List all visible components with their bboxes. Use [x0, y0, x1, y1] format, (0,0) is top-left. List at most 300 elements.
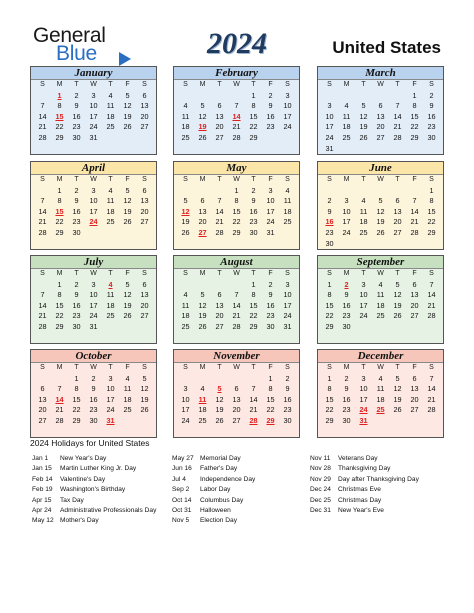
calendar-day: 18	[106, 206, 115, 216]
calendar-day: 28	[38, 321, 47, 331]
holiday-date: Oct 14	[172, 496, 192, 504]
calendar-day: 13	[215, 111, 224, 121]
weekday-label: F	[412, 364, 417, 371]
calendar-day: 4	[361, 196, 366, 206]
holiday-row	[172, 506, 255, 516]
calendar-day: 15	[427, 206, 436, 216]
calendar-day: 6	[217, 101, 222, 111]
calendar-day: 11	[123, 384, 132, 394]
holiday-day: 24	[89, 217, 98, 227]
calendar-day: 23	[249, 217, 258, 227]
empty-day	[211, 91, 228, 102]
calendar-day: 9	[285, 384, 290, 394]
empty-day	[194, 91, 211, 102]
holiday-row	[172, 475, 255, 485]
calendar-day: 17	[283, 300, 292, 310]
calendar-day: 28	[232, 132, 241, 142]
logo-text-blue: Blue	[56, 42, 97, 65]
empty-day	[34, 374, 51, 385]
calendar-day: 10	[359, 290, 368, 300]
month-days-grid	[318, 175, 443, 249]
holiday-name: Election Day	[200, 517, 238, 525]
weekday-label: W	[90, 81, 97, 88]
holiday-name: Labor Day	[200, 486, 231, 494]
calendar-day: 8	[251, 290, 256, 300]
empty-day	[34, 186, 51, 197]
logo-text-general: General	[33, 24, 106, 47]
weekday-label: S	[429, 270, 434, 277]
empty-day	[211, 186, 228, 197]
holiday-date: Jan 15	[32, 465, 52, 473]
weekday-label: F	[412, 270, 417, 277]
calendar-day: 22	[72, 405, 81, 415]
calendar-day: 24	[181, 415, 190, 425]
calendar-day: 9	[429, 101, 434, 111]
holidays-title: 2024 Holidays for United States	[30, 438, 150, 448]
calendar-day: 2	[74, 279, 79, 289]
month-title: October	[31, 350, 156, 363]
weekday-label: M	[343, 176, 350, 183]
month-days-grid	[31, 80, 156, 144]
calendar-day: 4	[108, 90, 113, 100]
empty-day	[34, 91, 51, 102]
calendar-day: 23	[325, 227, 334, 237]
calendar-day: 16	[72, 111, 81, 121]
calendar-day: 19	[215, 405, 224, 415]
calendar-day: 30	[427, 132, 436, 142]
empty-day	[177, 280, 194, 291]
calendar-day: 6	[40, 384, 45, 394]
calendar-day: 11	[342, 111, 351, 121]
calendar-day: 7	[429, 279, 434, 289]
holiday-day: 4	[108, 279, 113, 289]
calendar-day: 31	[89, 321, 98, 331]
holiday-day: 16	[325, 217, 334, 227]
calendar-day: 4	[200, 384, 205, 394]
calendar-day: 30	[342, 415, 351, 425]
calendar-day: 5	[125, 185, 130, 195]
calendar-day: 30	[325, 238, 334, 248]
calendar-day: 29	[249, 321, 258, 331]
calendar-day: 15	[232, 206, 241, 216]
empty-day	[177, 186, 194, 197]
calendar-day: 16	[427, 111, 436, 121]
calendar-day: 25	[198, 415, 207, 425]
calendar-day: 6	[142, 185, 147, 195]
calendar-day: 14	[249, 394, 258, 404]
weekday-label: F	[412, 176, 417, 183]
calendar-day: 18	[181, 311, 190, 321]
holiday-date: Apr 24	[32, 506, 52, 514]
calendar-day: 12	[140, 384, 149, 394]
calendar-day: 19	[393, 300, 402, 310]
weekday-label: T	[395, 176, 400, 183]
holiday-column	[310, 454, 419, 516]
weekday-label: T	[361, 270, 366, 277]
calendar-day: 3	[361, 279, 366, 289]
calendar-day: 19	[198, 311, 207, 321]
calendar-day: 10	[283, 101, 292, 111]
calendar-day: 5	[125, 279, 130, 289]
holiday-day: 15	[55, 111, 64, 121]
holiday-date: May 12	[32, 517, 54, 525]
calendar-day: 28	[38, 132, 47, 142]
weekday-label: F	[125, 176, 130, 183]
calendar-day: 10	[283, 290, 292, 300]
calendar-day: 26	[181, 227, 190, 237]
calendar-day: 3	[108, 373, 113, 383]
month-days-grid	[318, 363, 443, 427]
empty-day	[321, 91, 338, 102]
calendar-day: 22	[55, 217, 64, 227]
holiday-row	[172, 464, 255, 474]
weekday-label: M	[199, 81, 206, 88]
holiday-name: Christmas Day	[338, 496, 382, 504]
holiday-date: Jan 1	[32, 455, 49, 462]
holiday-row	[310, 485, 419, 495]
calendar-day: 7	[57, 384, 62, 394]
calendar-day: 13	[215, 300, 224, 310]
calendar-day: 21	[232, 311, 241, 321]
calendar-day: 27	[376, 132, 385, 142]
calendar-day: 2	[268, 279, 273, 289]
calendar-day: 16	[249, 206, 258, 216]
calendar-day: 23	[72, 217, 81, 227]
calendar-day: 6	[142, 279, 147, 289]
calendar-day: 6	[412, 373, 417, 383]
calendar-day: 18	[376, 394, 385, 404]
calendar-day: 18	[283, 206, 292, 216]
calendar-day: 12	[123, 196, 132, 206]
weekday-label: M	[199, 364, 206, 371]
calendar-day: 11	[106, 290, 115, 300]
calendar-day: 1	[74, 373, 79, 383]
calendar-day: 19	[140, 394, 149, 404]
weekday-label: W	[90, 270, 97, 277]
month-june	[317, 161, 444, 250]
month-march	[317, 66, 444, 155]
calendar-day: 20	[232, 405, 241, 415]
calendar-day: 26	[393, 405, 402, 415]
calendar-day: 15	[325, 300, 334, 310]
calendar-day: 24	[89, 311, 98, 321]
weekday-label: S	[40, 364, 45, 371]
calendar-day: 9	[74, 290, 79, 300]
calendar-day: 3	[91, 90, 96, 100]
calendar-day: 9	[268, 290, 273, 300]
calendar-day: 26	[140, 405, 149, 415]
calendar-day: 3	[344, 196, 349, 206]
calendar-day: 2	[251, 185, 256, 195]
calendar-day: 28	[393, 132, 402, 142]
calendar-day: 25	[106, 311, 115, 321]
calendar-day: 11	[376, 290, 385, 300]
weekday-label: S	[429, 176, 434, 183]
calendar-day: 20	[393, 217, 402, 227]
calendar-day: 8	[234, 196, 239, 206]
calendar-day: 17	[106, 394, 115, 404]
calendar-day: 4	[344, 101, 349, 111]
holiday-day: 28	[249, 415, 258, 425]
calendar-day: 23	[72, 122, 81, 132]
calendar-day: 13	[38, 394, 47, 404]
calendar-day: 14	[427, 384, 436, 394]
empty-day	[228, 91, 245, 102]
calendar-day: 24	[283, 311, 292, 321]
calendar-day: 14	[232, 300, 241, 310]
calendar-day: 16	[72, 206, 81, 216]
weekday-label: M	[56, 270, 63, 277]
calendar-day: 29	[55, 132, 64, 142]
calendar-day: 26	[359, 132, 368, 142]
calendar-day: 10	[181, 394, 190, 404]
calendar-day: 27	[410, 405, 419, 415]
weekday-label: S	[142, 364, 147, 371]
holiday-day: 25	[376, 405, 385, 415]
month-title: March	[318, 67, 443, 80]
calendar-day: 6	[234, 384, 239, 394]
calendar-day: 9	[344, 290, 349, 300]
empty-day	[177, 91, 194, 102]
calendar-day: 4	[183, 290, 188, 300]
calendar-day: 16	[283, 394, 292, 404]
calendar-day: 20	[376, 122, 385, 132]
calendar-day: 12	[359, 111, 368, 121]
calendar-day: 3	[285, 90, 290, 100]
holiday-row	[172, 496, 255, 506]
calendar-day: 26	[123, 217, 132, 227]
calendar-day: 12	[123, 101, 132, 111]
calendar-day: 7	[429, 373, 434, 383]
calendar-day: 12	[393, 384, 402, 394]
holiday-name: Independence Day	[200, 475, 256, 483]
weekday-label: W	[233, 270, 240, 277]
weekday-label: S	[327, 364, 332, 371]
weekday-label: T	[74, 364, 79, 371]
calendar-day: 5	[142, 373, 147, 383]
weekday-label: F	[412, 81, 417, 88]
calendar-day: 8	[429, 196, 434, 206]
calendar-day: 30	[283, 415, 292, 425]
weekday-label: M	[56, 176, 63, 183]
calendar-day: 21	[55, 405, 64, 415]
weekday-label: T	[361, 364, 366, 371]
calendar-day: 10	[342, 206, 351, 216]
month-days-grid	[318, 269, 443, 333]
calendar-day: 6	[395, 196, 400, 206]
weekday-label: T	[251, 176, 256, 183]
calendar-day: 8	[268, 384, 273, 394]
weekday-label: S	[183, 81, 188, 88]
weekday-label: F	[268, 176, 273, 183]
calendar-day: 25	[181, 321, 190, 331]
weekday-label: T	[395, 364, 400, 371]
holiday-day: 11	[198, 394, 207, 404]
weekday-label: W	[90, 364, 97, 371]
calendar-day: 3	[91, 279, 96, 289]
weekday-label: S	[142, 81, 147, 88]
calendar-day: 14	[215, 206, 224, 216]
empty-day	[245, 374, 262, 385]
calendar-day: 13	[232, 394, 241, 404]
weekday-label: S	[327, 81, 332, 88]
calendar-day: 17	[359, 394, 368, 404]
calendar-day: 27	[393, 227, 402, 237]
calendar-day: 21	[427, 300, 436, 310]
empty-day	[355, 186, 372, 197]
calendar-day: 1	[251, 279, 256, 289]
holiday-name: Mother's Day	[60, 517, 99, 525]
empty-day	[194, 374, 211, 385]
holiday-day: 5	[217, 384, 222, 394]
calendar-day: 2	[429, 90, 434, 100]
weekday-label: W	[233, 81, 240, 88]
calendar-day: 25	[376, 311, 385, 321]
weekday-label: W	[90, 176, 97, 183]
calendar-day: 15	[55, 300, 64, 310]
calendar-day: 27	[140, 217, 149, 227]
calendar-day: 20	[410, 394, 419, 404]
weekday-label: T	[108, 176, 113, 183]
calendar-day: 8	[327, 384, 332, 394]
calendar-day: 5	[395, 373, 400, 383]
empty-day	[321, 186, 338, 197]
empty-day	[338, 186, 355, 197]
calendar-day: 4	[125, 373, 130, 383]
holiday-column	[172, 454, 255, 527]
calendar-day: 5	[183, 196, 188, 206]
weekday-label: T	[217, 176, 222, 183]
calendar-day: 24	[342, 227, 351, 237]
calendar-day: 7	[40, 101, 45, 111]
calendar-day: 21	[38, 122, 47, 132]
calendar-day: 29	[427, 227, 436, 237]
calendar-day: 19	[376, 217, 385, 227]
calendar-day: 11	[106, 101, 115, 111]
month-title: January	[31, 67, 156, 80]
calendar-day: 29	[249, 132, 258, 142]
holiday-day: 31	[106, 415, 115, 425]
empty-day	[389, 91, 406, 102]
holiday-name: New Year's Eve	[338, 506, 384, 514]
calendar-day: 12	[393, 290, 402, 300]
calendar-day: 30	[72, 132, 81, 142]
calendar-day: 7	[395, 101, 400, 111]
calendar-day: 25	[123, 405, 132, 415]
holiday-date: May 27	[172, 455, 194, 462]
calendar-day: 3	[327, 101, 332, 111]
empty-day	[194, 280, 211, 291]
empty-day	[228, 280, 245, 291]
calendar-day: 10	[89, 196, 98, 206]
empty-day	[372, 186, 389, 197]
weekday-label: S	[327, 176, 332, 183]
calendar-day: 2	[74, 90, 79, 100]
holiday-day: 29	[266, 415, 275, 425]
weekday-label: T	[217, 81, 222, 88]
calendar-day: 4	[183, 101, 188, 111]
calendar-day: 3	[268, 185, 273, 195]
calendar-day: 1	[251, 90, 256, 100]
holiday-day: 31	[359, 415, 368, 425]
calendar-day: 22	[410, 122, 419, 132]
calendar-day: 1	[429, 185, 434, 195]
holiday-name: Day after Thanksgiving Day	[338, 475, 419, 483]
calendar-day: 10	[325, 111, 334, 121]
calendar-day: 11	[376, 384, 385, 394]
calendar-day: 22	[427, 217, 436, 227]
holiday-date: Nov 29	[310, 475, 331, 483]
holiday-name: Halloween	[200, 506, 231, 514]
weekday-label: T	[251, 270, 256, 277]
month-august	[173, 255, 300, 344]
calendar-day: 18	[198, 405, 207, 415]
calendar-day: 26	[198, 321, 207, 331]
weekday-label: M	[343, 270, 350, 277]
holiday-name: Christmas Eve	[338, 486, 381, 494]
calendar-day: 31	[266, 227, 275, 237]
calendar-day: 26	[198, 132, 207, 142]
weekday-label: M	[343, 81, 350, 88]
holiday-name: Administrative Professionals Day	[60, 506, 157, 514]
calendar-day: 21	[215, 217, 224, 227]
holiday-date: Feb 14	[32, 475, 53, 483]
calendar-day: 25	[106, 122, 115, 132]
calendar-day: 10	[89, 290, 98, 300]
calendar-day: 23	[266, 311, 275, 321]
calendar-day: 17	[325, 122, 334, 132]
empty-day	[355, 91, 372, 102]
calendar-day: 10	[266, 196, 275, 206]
weekday-label: S	[183, 364, 188, 371]
calendar-day: 19	[123, 206, 132, 216]
calendar-day: 16	[89, 394, 98, 404]
holiday-row	[172, 454, 255, 464]
calendar-day: 18	[123, 394, 132, 404]
calendar-day: 19	[181, 217, 190, 227]
calendar-day: 10	[89, 101, 98, 111]
weekday-label: S	[285, 81, 290, 88]
holiday-date: Nov 5	[172, 517, 190, 525]
calendar-day: 9	[327, 206, 332, 216]
calendar-day: 13	[140, 196, 149, 206]
month-days-grid	[174, 269, 299, 333]
calendar-day: 6	[200, 196, 205, 206]
calendar-day: 5	[200, 101, 205, 111]
calendar-day: 11	[283, 196, 292, 206]
calendar-day: 4	[108, 185, 113, 195]
weekday-label: M	[199, 176, 206, 183]
calendar-day: 11	[106, 196, 115, 206]
calendar-day: 30	[342, 321, 351, 331]
calendar-day: 30	[72, 227, 81, 237]
calendar-day: 2	[91, 373, 96, 383]
calendar-day: 16	[72, 300, 81, 310]
calendar-day: 9	[344, 384, 349, 394]
holiday-date: Jul 4	[172, 475, 186, 483]
holiday-name: Veterans Day	[338, 455, 378, 462]
calendar-day: 26	[215, 415, 224, 425]
month-july	[30, 255, 157, 344]
calendar-day: 28	[38, 227, 47, 237]
calendar-day: 27	[410, 311, 419, 321]
calendar-day: 23	[72, 311, 81, 321]
calendar-day: 1	[234, 185, 239, 195]
calendar-day: 20	[215, 122, 224, 132]
calendar-day: 21	[427, 394, 436, 404]
calendar-day: 15	[72, 394, 81, 404]
calendar-day: 26	[123, 311, 132, 321]
